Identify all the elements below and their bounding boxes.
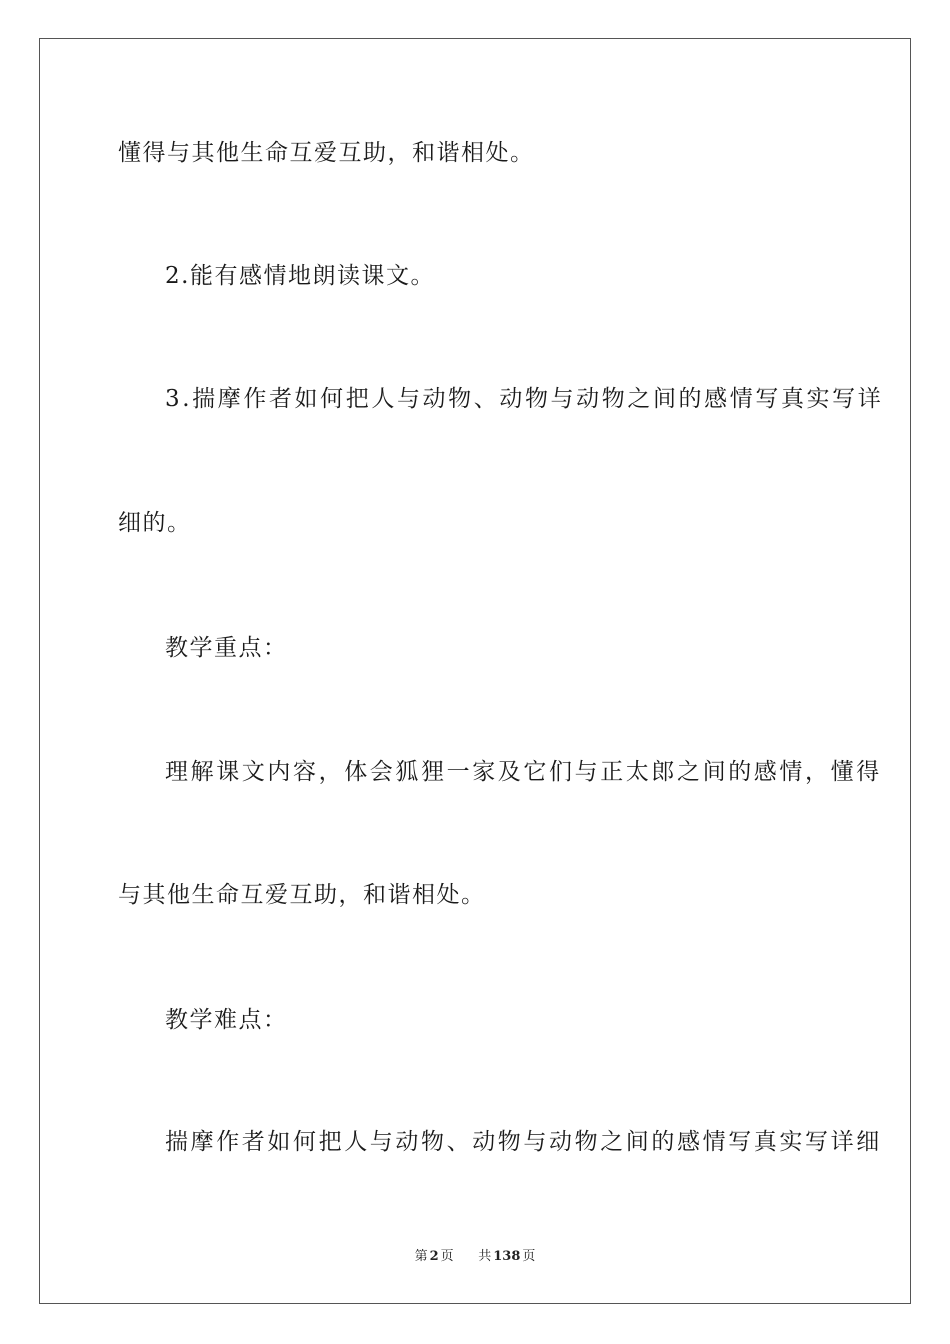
text-line-7: 与其他生命互爱互助，和谐相处。	[118, 882, 486, 908]
text-line-6: 理解课文内容，体会狐狸一家及它们与正太郎之间的感情，懂得	[165, 759, 882, 785]
section-heading-key-points: 教学重点：	[165, 635, 288, 661]
total-pages-indicator: 共 138 页	[478, 1249, 536, 1264]
page-border	[39, 38, 911, 1304]
text-line-1: 懂得与其他生命互爱互助，和谐相处。	[118, 140, 535, 166]
text-line-2: 2.能有感情地朗读课文。	[165, 263, 435, 289]
text-line-9: 揣摩作者如何把人与动物、动物与动物之间的感情写真实写详细	[165, 1129, 882, 1155]
text-line-4: 细的。	[118, 510, 192, 536]
text-line-3: 3.揣摩作者如何把人与动物、动物与动物之间的感情写真实写详	[165, 386, 884, 412]
section-heading-difficulties: 教学难点：	[165, 1007, 288, 1033]
page-footer	[0, 1248, 950, 1266]
page-indicator: 第 2 页	[414, 1249, 454, 1264]
